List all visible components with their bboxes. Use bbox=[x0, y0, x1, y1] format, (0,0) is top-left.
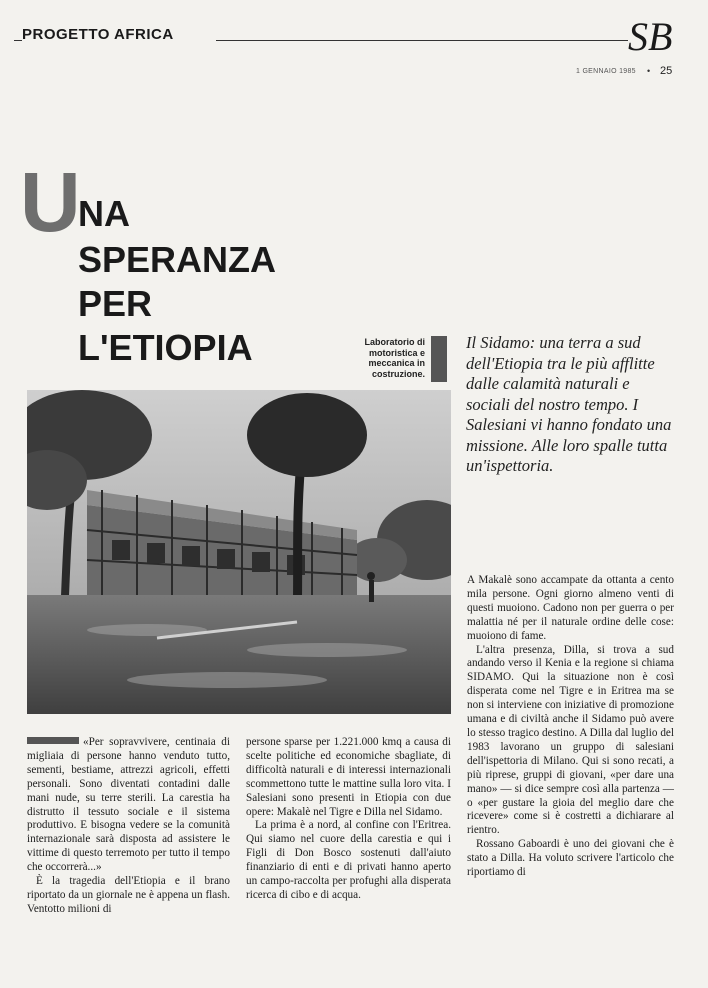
paragraph-text: «Per sopravvivere, centinaia di migliaia di persone hanno venduto tutto, sementi, bestiame, attrezzi agricoli, effetti personali. Sono diventati contadini dalle mani nude, su terre sterili. La carestia ha distrutto il tessuto sociale e il sistema produttivo. E bisogna vedere se la comunità internazionale sarà disposta ad assistere le vittime di questo terremoto per tutto il tempo che occorrerà...» bbox=[27, 736, 230, 874]
issue-date: 1 GENNAIO 1985 bbox=[576, 68, 636, 75]
article-column-1 bbox=[27, 736, 230, 917]
header-rule bbox=[216, 40, 628, 41]
lead-paragraph: Il Sidamo: una terra a sud dell'Etiopia tra le più afflitte dalle calamità naturali e sociali del nostro tempo. I Salesiani vi hanno fondato una missione. Alle loro spalle tutta un'ispettoria. bbox=[466, 333, 672, 475]
quote-marker bbox=[27, 737, 79, 744]
page-separator: • bbox=[647, 66, 651, 76]
paragraph: Rossano Gaboardi è uno dei giovani che è stato a Dilla. Ha voluto scrivere l'articolo che riportiamo di bbox=[467, 838, 674, 879]
title-line-2: SPERANZA bbox=[78, 239, 277, 280]
caption-bar bbox=[431, 336, 447, 382]
title-line-4: L'ETIOPIA bbox=[78, 327, 253, 368]
paragraph: La prima è a nord, al confine con l'Eritrea. Qui siamo nel cuore della carestia e qui i Figli di Don Bosco sostenuti dall'aiuto finanziario di enti e di privati hanno aperto un campo-raccolta per profughi alla disperata ricerca di cibo e di acqua. bbox=[246, 819, 451, 901]
caption-line: motoristica e bbox=[368, 347, 425, 358]
paragraph: A Makalè sono accampate da ottanta a cento mila persone. Ogni giorno almeno venti di questi muoiono. Cadono non per guerra o per malattia né per il naturale ordine delle cose: muoiono di fame. bbox=[467, 574, 674, 642]
article-column-2 bbox=[246, 736, 451, 903]
workshop-construction-photo bbox=[27, 390, 451, 714]
paragraph: persone sparse per 1.221.000 kmq a causa di scelte politiche ed economiche sbagliate, di difficoltà naturali e di interessi internazionali scommettono tutte le mattine sulla loro vita. I Salesiani sono presenti in Etiopia con due opere: Makalè nel Tigre e Dilla nel Sidamo. bbox=[246, 736, 451, 818]
title-line-3: PER bbox=[78, 283, 153, 324]
title-line-1: NA bbox=[78, 193, 130, 234]
section-label: PROGETTO AFRICA bbox=[22, 26, 174, 43]
logo-text: SB bbox=[628, 14, 673, 58]
paragraph bbox=[27, 736, 230, 875]
paragraph: È la tragedia dell'Etiopia e il brano riportato da un giornale ne è appena un flash. Ventotto milioni di bbox=[27, 875, 230, 915]
caption-line: meccanica in bbox=[368, 358, 425, 368]
title-drop-letter: U bbox=[20, 155, 81, 249]
header-rule-left bbox=[14, 40, 22, 41]
photo-caption bbox=[340, 337, 425, 379]
caption-line: costruzione. bbox=[371, 368, 425, 379]
magazine-logo bbox=[624, 12, 684, 58]
article-column-3 bbox=[467, 574, 674, 880]
page-number: 25 bbox=[660, 65, 673, 77]
paragraph: L'altra presenza, Dilla, si trova a sud andando verso il Kenia e la regione si chiama SIDAMO. Qui la situazione non è così disperata come nel Tigre e in Eritrea ma se non si interviene con iniziative di promozione umana e di civiltà anche il Sidamo può avere lo stesso tragico destino. A Dilla dal luglio del 1983 lavorano un gruppo di salesiani dell'ispettoria di Milano. Qui si sono recati, a più riprese, gruppi di giovani, «per dare una mano» — si dice sempre così alla partenza — o «per gustare la gioia del meglio dare che ricevere» come si è costretti a dichiarare al rientro. bbox=[467, 643, 674, 837]
caption-line: Laboratorio di bbox=[364, 337, 425, 347]
